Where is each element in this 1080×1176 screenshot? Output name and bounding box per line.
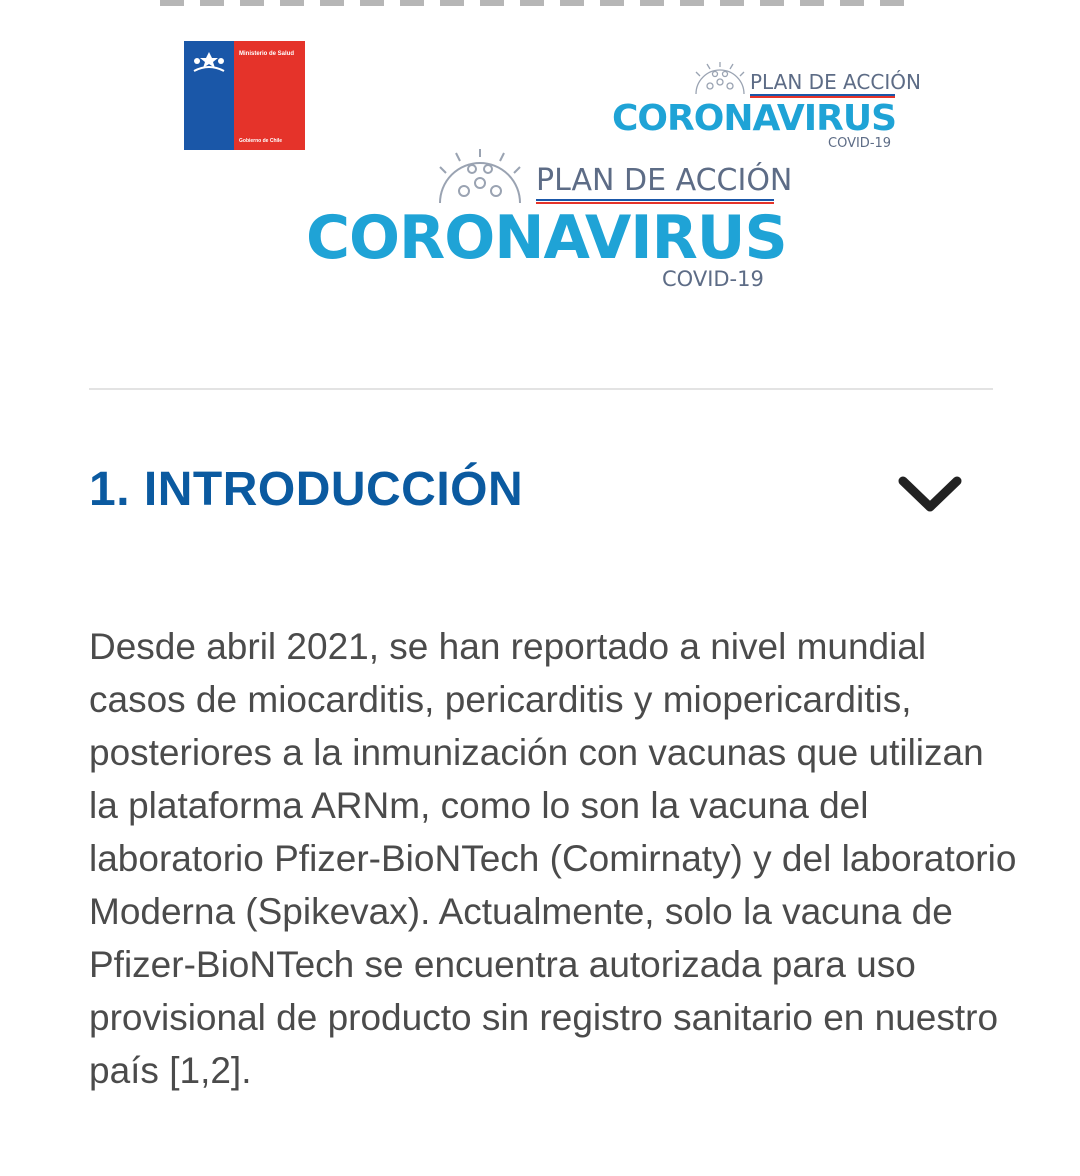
coat-of-arms-icon xyxy=(190,49,228,75)
cropped-header-strip xyxy=(160,0,920,6)
coronavirus-wordmark: CORONAVIRUS xyxy=(306,203,787,273)
section-paragraph: Desde abril 2021, se han reportado a nivel mundial casos de miocarditis, pericarditis y miopericarditis, posteriores a la inmunización con vacunas que utilizan la plataforma ARNm, como lo son la vacuna del laboratorio Pfizer-BioNTech (Comirnaty) y del laboratorio Moderna (Spikevax). Actualmente, solo la vacuna de Pfizer-BioNTech se encuentra autorizada para uso provisional de producto sin registro sanitario en nuestro país [1,2]. xyxy=(89,626,1017,1091)
covid-label: COVID-19 xyxy=(662,267,764,291)
coronavirus-wordmark: CORONAVIRUS xyxy=(612,98,897,139)
section-divider xyxy=(89,388,993,390)
logo-blue-panel xyxy=(184,41,234,150)
logo-red-panel xyxy=(234,41,305,150)
virus-icon xyxy=(690,62,750,96)
chevron-down-icon[interactable] xyxy=(895,473,965,517)
ministry-name: Ministerio de Salud xyxy=(239,51,295,57)
section-title: 1. INTRODUCCIÓN xyxy=(89,463,524,516)
virus-icon xyxy=(432,147,528,207)
section-toggle-introduccion[interactable] xyxy=(89,455,993,531)
campaign-logo-small xyxy=(600,60,921,155)
government-name: Gobierno de Chile xyxy=(239,138,283,144)
campaign-logo-large xyxy=(300,145,793,300)
plan-underline-blue xyxy=(536,199,774,201)
plan-label: PLAN DE ACCIÓN xyxy=(536,163,793,198)
ministry-logo xyxy=(184,41,305,150)
plan-label: PLAN DE ACCIÓN xyxy=(750,70,921,94)
covid-label: COVID-19 xyxy=(828,136,892,151)
